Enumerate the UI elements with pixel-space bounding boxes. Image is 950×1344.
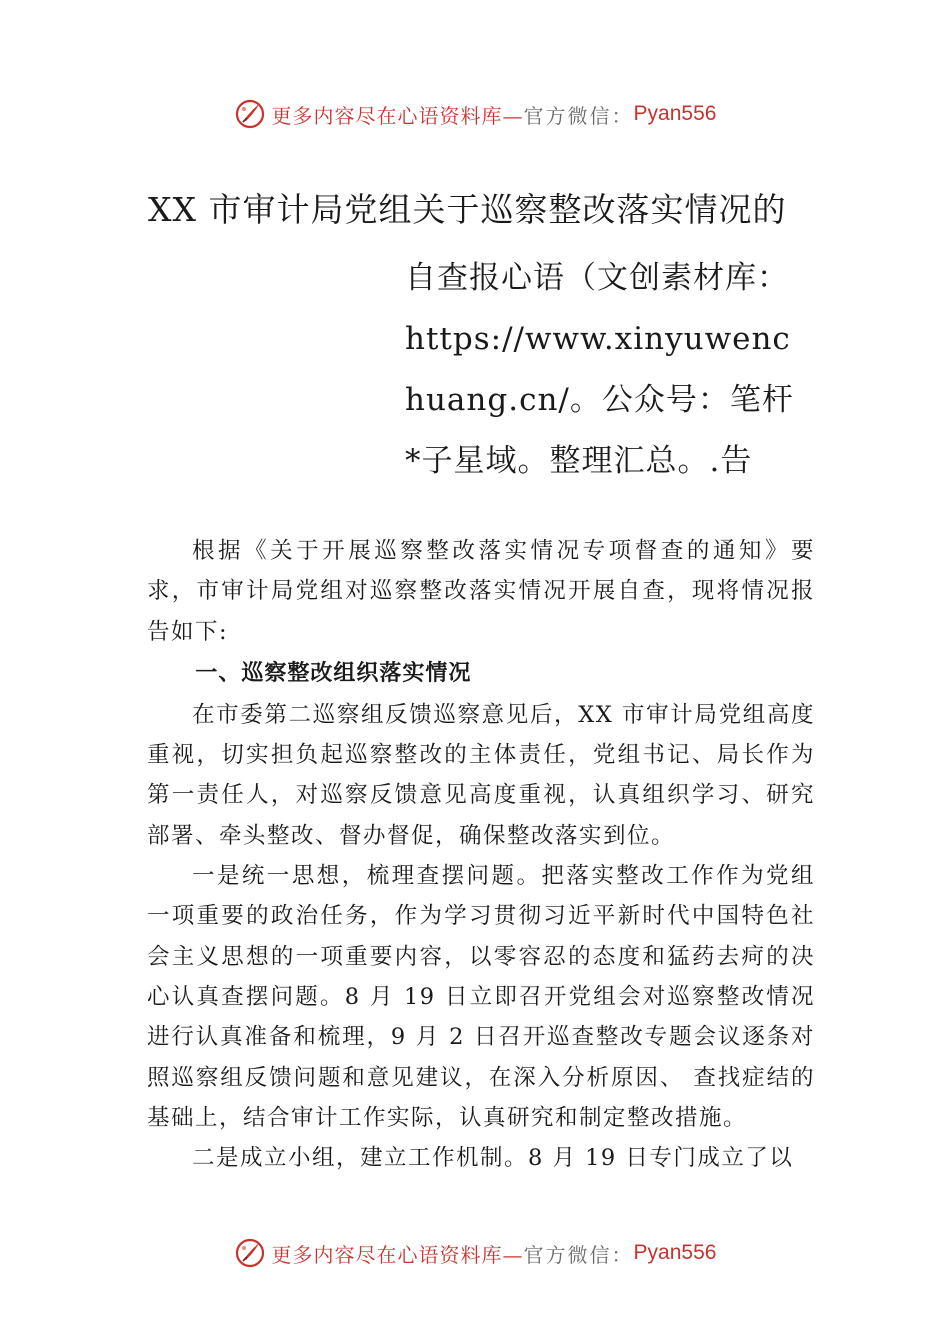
header-banner xyxy=(0,94,950,134)
paragraph-1: 在市委第二巡察组反馈巡察意见后，XX 市审计局党组高度重视，切实担负起巡察整改的主体责任，党组书记、局长作为第一责任人，对巡察反馈意见高度重视，认真组织学习、研究部署、牵头整改、督办督促，确保整改落实到位。 xyxy=(147,701,815,849)
banner-wechat-label: 官方微信： xyxy=(523,103,634,128)
footer-banner-wechat-label: 官方微信： xyxy=(523,1242,634,1267)
footer-banner-wechat-id: Pyan556 xyxy=(633,1241,717,1264)
section-heading: 一、巡察整改组织落实情况 xyxy=(195,660,472,686)
banner-wechat-id: Pyan556 xyxy=(633,102,717,125)
intro-paragraph: 根据《关于开展巡察整改落实情况专项督查的通知》要求，市审计局党组对巡察整改落实情况开展自查，现将情况报告如下: xyxy=(147,538,815,645)
quill-seal-logo-icon xyxy=(234,1237,266,1269)
footer-banner xyxy=(0,1233,950,1273)
paragraph-2: 一是统一思想，梳理查摆问题。把落实整改工作作为党组一项重要的政治任务，作为学习贯彻习近平新时代中国特色社会主义思想的一项重要内容，以零容忍的态度和猛药去疴的决心认真查摆问题。8 月 19 日立即召开党组会对巡察整改情况进行认真准备和梳理，9 月 2 日召开巡查整改专题会议逐条对照巡察组反馈问题和意见建议，在深入分析原因、 查找症结的基础上，结合审计工作实际，认真研究和制定整改措施。 xyxy=(147,863,815,1131)
footer-banner-slogan: 更多内容尽在心语资料库— xyxy=(271,1242,524,1267)
document-body xyxy=(147,531,815,1178)
banner-slogan: 更多内容尽在心语资料库— xyxy=(271,103,524,128)
quill-seal-logo-icon xyxy=(234,98,266,130)
document-title-continuation: 自查报心语（文创素材库：https://www.xinyuwenchuang.cn/。公众号：笔杆*子星域。整理汇总。.告 xyxy=(405,260,794,479)
paragraph-3: 二是成立小组，建立工作机制。8 月 19 日专门成立了以 xyxy=(192,1145,794,1172)
document-title-line1: XX 市审计局党组关于巡察整改落实情况的 xyxy=(148,190,787,229)
